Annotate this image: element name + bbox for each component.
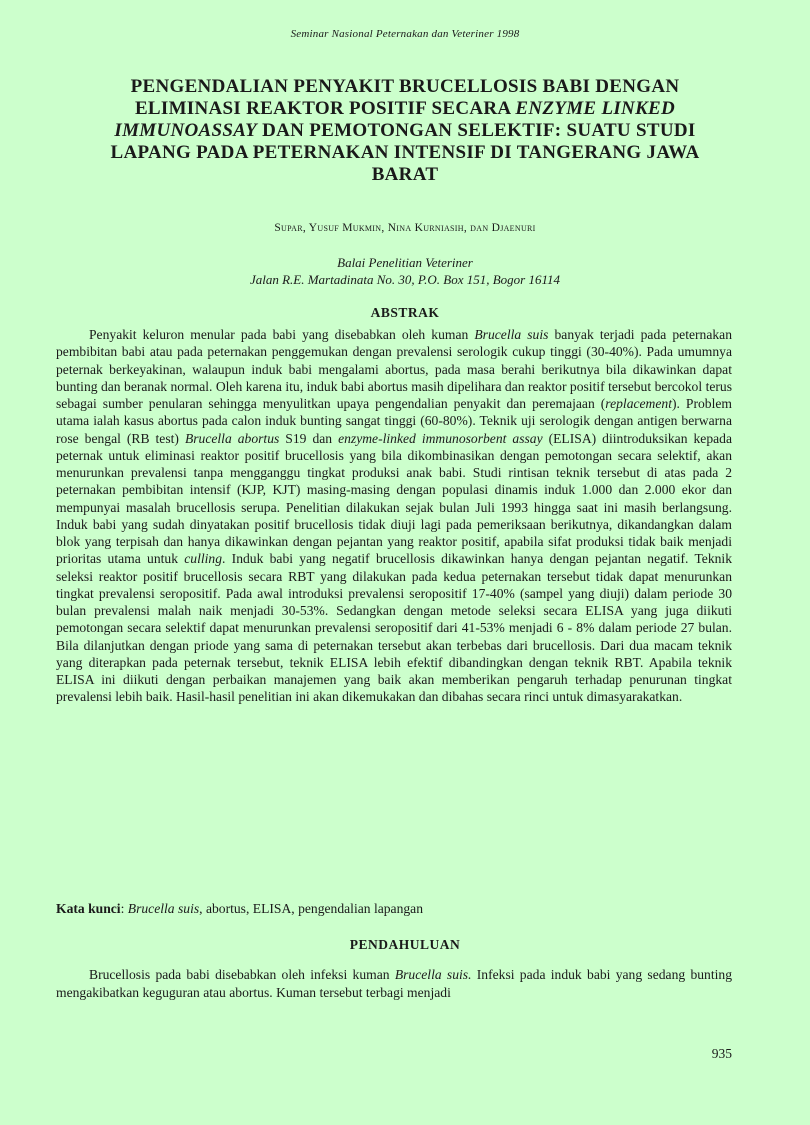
abstract-text: (ELISA) diintroduksikan kepada peternak untuk eliminasi reaktor positif brucellosis yang bila dikombinasikan dengan pemotongan secara selektif, akan menurunkan prevalensi tanpa mengganggu tingkat produksi anak babi. Studi rintisan teknik tersebut di atas pada 2 peternakan pembibitan intensif (KJP, KJT) masing-masing dengan populasi dinamis induk 1.000 dan 2.000 ekor dan mempunyai masalah brucellosis serupa. Penelitian dilakukan sejak bulan Juli 1993 hingga saat ini masih berlangsung. Induk babi yang sudah dinyatakan positif brucellosis tidak diuji lagi pada pemeriksaan berikutnya, dikandangkan dalam blok yang terpisah dan hanya dikawinkan dengan pejantan yang reaktor positif, apabila sifat produksi tidak baik menjadi prioritas utama untuk — [56, 430, 732, 567]
abstract-text: S19 dan — [279, 430, 339, 446]
running-head: Seminar Nasional Peternakan dan Veteriner 1998 — [290, 28, 520, 40]
abstract-italic-term: culling — [184, 551, 223, 567]
intro-italic-term: Brucella suis. — [394, 967, 472, 982]
intro-text: Brucellosis pada babi disebabkan oleh infeksi kuman — [89, 967, 395, 982]
keywords-italic: Brucella suis — [127, 901, 200, 916]
keywords — [56, 900, 732, 917]
paper-title — [80, 76, 730, 186]
abstract-text: . Induk babi yang negatif brucellosis dikawinkan hanya dengan pejantan negatif. Teknik seleksi reaktor positif brucellosis secara RBT yang dilakukan pada kedua peternakan tersebut tidak dapat menurunkan tingkat prevalensi seropositif. Pada awal introduksi prevalensi seropositif 17-40% (sampel yang diuji) dalam periode 30 bulan prevalensi malah naik menjadi 30-53%. Sedangkan dengan metode seleksi secara ELISA yang juga diikuti pemotongan secara selektif dapat menurunkan prevalensi seropositif dari 41-53% menjadi 6 - 8% dalam periode 27 bulan. Bila dilanjutkan dengan priode yang sama di peternakan tersebut akan terbebas dari brucellosis. Dari dua macam teknik yang diterapkan pada peternak tersebut, teknik ELISA lebih efektif dibandingkan dengan teknik RBT. Apabila teknik ELISA ini diikuti dengan perbaikan manajemen yang baik akan memberikan pengaruh terhadap penurunan tingkat prevalensi lebih baik. Hasil-hasil penelitian ini akan dikemukakan dan dibahas secara rinci untuk dimasyarakatkan. — [56, 551, 732, 705]
page-number: 935 — [711, 1046, 732, 1061]
abstract-body — [56, 326, 732, 706]
keywords-label: Kata kunci — [56, 901, 121, 916]
keywords-rest: , abortus, ELISA, pengendalian lapangan — [199, 901, 424, 916]
affiliation-institution: Balai Penelitian Veteriner — [337, 255, 473, 270]
introduction-body — [56, 966, 732, 1001]
abstract-text: banyak terjadi pada peternakan pembibitan babi atau pada peternakan penggemukan dengan prevalensi serologik cukup tinggi (30-40%). Pada umumnya peternak berkeyakinan, walaupun induk babi mengalami abortus, pada masa berahi berikutnya bila dikawinkan dapat bunting dan beranak normal. Oleh karena itu, induk babi abortus masih dipelihara dan reaktor positif tersebut bercokol terus sebagai sumber penularan sehingga menyulitkan upaya pengendalian penyakit dan peremajaan ( — [56, 327, 732, 411]
abstract-italic-term: Brucella abortus — [184, 430, 280, 446]
section-heading-introduction: PENDAHULUAN — [349, 937, 461, 952]
title-italic: ENZYME LINKED IMMUNOASSAY — [114, 98, 676, 141]
affiliation — [0, 254, 810, 288]
abstract-text: Penyakit keluron menular pada babi yang disebabkan oleh kuman — [89, 327, 475, 342]
title-part-2: DAN PEMOTONGAN SELEKTIF: SUATU STUDI LAPANG PADA PETERNAKAN INTENSIF DI TANGERANG JAWA BARAT — [110, 120, 700, 185]
abstract-italic-term: Brucella suis — [474, 327, 549, 342]
abstract-heading: ABSTRAK — [370, 305, 440, 320]
abstract-text: ). Problem utama ialah kasus abortus pada calon induk bunting sangat tinggi (60-80%). Teknik uji serologik dengan antigen berwarna rose bengal (RB test) — [56, 396, 732, 446]
title-part-1: PENGENDALIAN PENYAKIT BRUCELLOSIS BABI DENGAN ELIMINASI REAKTOR POSITIF SECARA — [130, 76, 680, 119]
keywords-separator: : — [120, 901, 128, 916]
author-list: Supar, Yusuf Mukmin, Nina Kurniasih, dan Djaenuri — [274, 222, 536, 234]
affiliation-address: Jalan R.E. Martadinata No. 30, P.O. Box 151, Bogor 16114 — [249, 272, 561, 287]
abstract-italic-term: replacement — [605, 396, 672, 411]
intro-text: Infeksi pada induk babi yang sedang bunting mengakibatkan keguguran atau abortus. Kuman tersebut terbagi menjadi — [56, 967, 733, 1000]
abstract-italic-term: enzyme-linked immunosorbent assay — [338, 430, 543, 446]
